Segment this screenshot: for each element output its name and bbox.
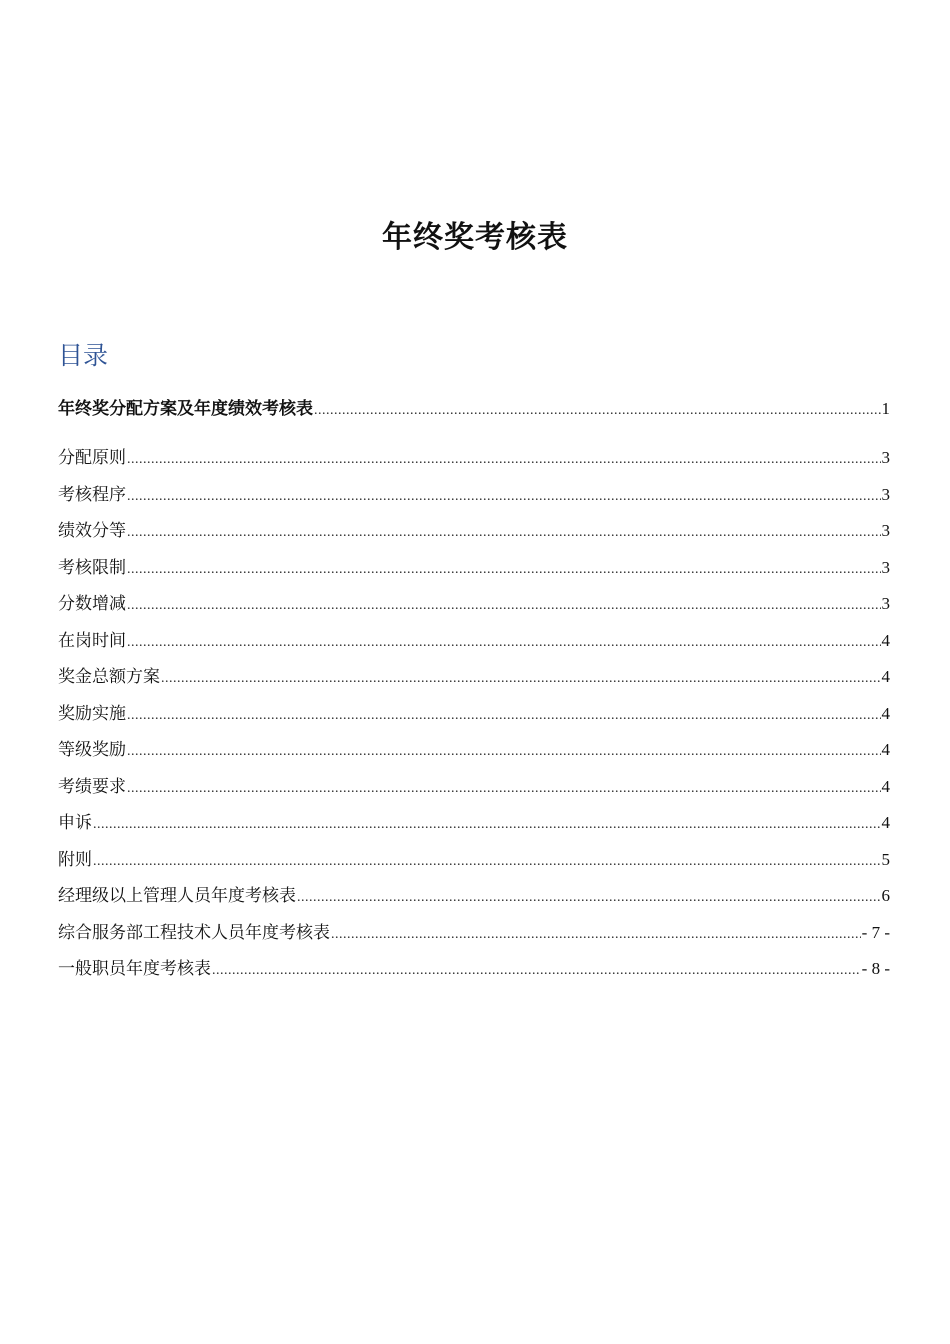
toc-page-number: 4	[881, 813, 890, 832]
toc-entry-title: 综合服务部工程技术人员年度考核表	[58, 922, 330, 943]
table-of-contents	[58, 395, 890, 992]
toc-entry-title: 在岗时间	[58, 630, 126, 651]
toc-entry-title: 申诉	[58, 813, 92, 833]
toc-dot-leader	[331, 921, 861, 949]
toc-entry-title: 考核限制	[58, 557, 126, 578]
toc-page-number: 3	[881, 557, 890, 577]
toc-entry-title: 分配原则	[58, 448, 126, 468]
toc-entry-title: 经理级以上管理人员年度考核表	[58, 886, 296, 906]
toc-entry[interactable]	[58, 700, 890, 737]
toc-entry-title: 分数增减	[58, 594, 126, 614]
toc-dot-leader	[127, 592, 881, 620]
toc-entry[interactable]	[58, 773, 890, 810]
toc-page-number: - 8 -	[861, 959, 890, 978]
toc-entry-title: 附则	[58, 849, 92, 870]
toc-entry[interactable]	[58, 395, 890, 444]
toc-page-number: 3	[881, 521, 890, 540]
toc-dot-leader	[127, 446, 881, 474]
toc-page-number: 4	[881, 740, 890, 759]
toc-page-number: 4	[881, 667, 890, 686]
toc-dot-leader	[161, 665, 881, 693]
toc-entry[interactable]	[58, 481, 890, 518]
toc-entry-title: 年终奖分配方案及年度绩效考核表	[58, 399, 313, 419]
toc-page-number: 4	[881, 630, 890, 650]
toc-page-number: 3	[881, 484, 890, 504]
toc-dot-leader	[127, 738, 881, 766]
toc-entry-title: 一般职员年度考核表	[58, 959, 211, 979]
toc-entry-title: 等级奖励	[58, 740, 126, 760]
toc-dot-leader	[127, 702, 881, 730]
toc-dot-leader	[297, 884, 881, 912]
toc-entry-title: 考核程序	[58, 484, 126, 505]
toc-dot-leader	[314, 397, 881, 425]
toc-page-number: 6	[881, 886, 890, 905]
document-title: 年终奖考核表	[382, 220, 568, 255]
toc-dot-leader	[127, 519, 881, 547]
toc-dot-leader	[127, 775, 881, 803]
toc-page-number: 3	[881, 594, 890, 613]
toc-entry[interactable]	[58, 554, 890, 591]
toc-page-number: 3	[881, 448, 890, 467]
toc-entry[interactable]	[58, 590, 890, 627]
toc-entry[interactable]	[58, 663, 890, 700]
toc-page-number: 4	[881, 776, 890, 796]
toc-entry-title: 奖金总额方案	[58, 667, 160, 687]
toc-entry[interactable]	[58, 919, 890, 956]
toc-entry[interactable]	[58, 736, 890, 773]
toc-page-number: 5	[881, 849, 890, 869]
toc-heading: 目录	[58, 341, 109, 370]
toc-entry[interactable]	[58, 809, 890, 846]
toc-dot-leader	[212, 957, 861, 985]
toc-entry-title: 考绩要求	[58, 776, 126, 797]
toc-dot-leader	[93, 848, 881, 876]
toc-page-number: 1	[881, 399, 890, 418]
toc-entry-title: 奖励实施	[58, 703, 126, 724]
toc-entry[interactable]	[58, 627, 890, 664]
toc-entry[interactable]	[58, 517, 890, 554]
toc-dot-leader	[127, 556, 881, 584]
toc-entry[interactable]	[58, 846, 890, 883]
toc-dot-leader	[127, 483, 881, 511]
toc-dot-leader	[127, 629, 881, 657]
toc-dot-leader	[93, 811, 881, 839]
toc-entry[interactable]	[58, 882, 890, 919]
toc-entry-title: 绩效分等	[58, 521, 126, 541]
toc-entry[interactable]	[58, 955, 890, 992]
toc-page-number: - 7 -	[861, 922, 890, 942]
toc-entry[interactable]	[58, 444, 890, 481]
toc-page-number: 4	[881, 703, 890, 723]
